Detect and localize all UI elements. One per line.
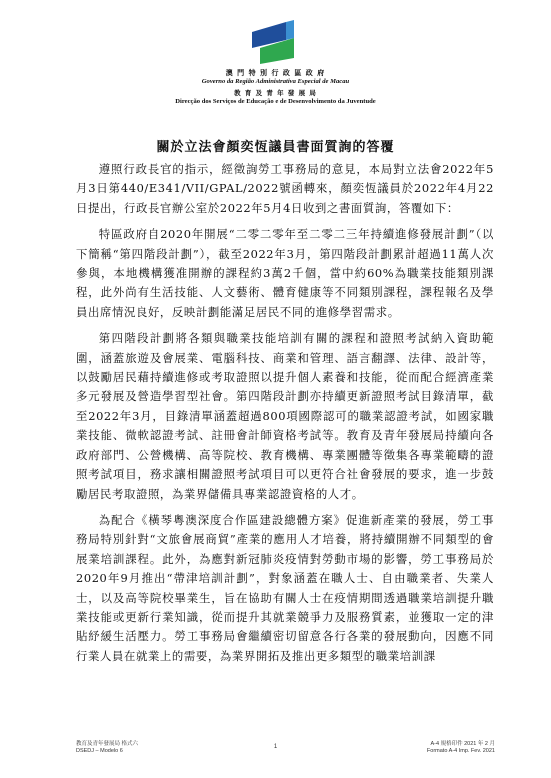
footer-print-format: A-4 規格印件 2021 年 2 月 Formato A-4 Imp. Fev. 2021 <box>426 741 495 754</box>
document-title: 關於立法會顏奕恆議員書面質詢的答覆 <box>156 140 395 155</box>
government-name-pt: Governo da Região Administrativa Especial de Macau <box>201 78 350 85</box>
paragraph: 第四階段計劃將各類與職業技能培訓有關的課程和證照考試納入資助範圍，涵蓋旅遊及會展業、電腦科技、商業和管理、語言翻譯、法律、設計等，以鼓勵居民藉持續進修或考取證照以提升個人素養和技能，從而配合經濟產業多元發展及營造學習型社會。第四階段計劃亦持續更新證照考試目錄清單，截至2022年3月，目錄清單涵蓋超過800項國際認可的職業認證考試，如國家職業技能、微軟認證考試、註冊會計師資格考試等。教育及青年發展局持續向各政府部門、公營機構、高等院校、教育機構、專業團體等徵集各專業範疇的證照考試項目，務求讓相關證照考試項目可以更符合社會發展的要求，進一步鼓勵居民考取證照，為業界儲備具專業認證資格的人才。 <box>76 331 494 501</box>
paragraph: 特區政府自2020年開展“二零二零年至二零二三年持續進修發展計劃”（以下簡稱“第四階段計劃”），截至2022年3月，第四階段計劃累計超過11萬人次參與，本地機構獲准開辦的課程約3萬2千個，當中約60%為職業技能類別課程，此外尚有生活技能、人文藝術、體育健康等不同類別課程，課程報名及學員出席情況良好，反映計劃能滿足居民不同的進修學習需求。 <box>76 227 494 319</box>
footer-form-code: 教育及青年發展局 格式六 DSEDJ – Modelo 6 <box>76 741 139 754</box>
government-name-zh: 澳 門 特 別 行 政 區 政 府 <box>225 68 326 77</box>
paragraph: 為配合《橫琴粵澳深度合作區建設總體方案》促進新產業的發展，勞工事務局特別針對“文旅會展商貿”產業的應用人才培養，將持續開辦不同類型的會展業培訓課程。此外，為應對新冠肺炎疫情對勞動市場的影響，勞工事務局於2020年9月推出“帶津培訓計劃”，對象涵蓋在職人士、自由職業者、失業人士，以及高等院校畢業生，旨在協助有關人士在疫情期間透過職業培訓提升職業技能或更新行業知識，從而提升其就業競爭力及服務質素，並獲取一定的津貼紓緩生活壓力。勞工事務局會繼續密切留意各行各業的發展動向，因應不同行業人員在就業上的需要，為業界開拓及推出更多類型的職業培訓課 <box>76 512 494 663</box>
paragraph: 遵照行政長官的指示，經徵詢勞工事務局的意見，本局對立法會2022年5月3日第440/E341/VII/GPAL/2022號函轉來，顏奕恆議員於2022年4月22日提出，行政長官辦公室於2022年5月4日收到之書面質詢，答覆如下： <box>76 162 494 215</box>
document-body <box>76 160 494 673</box>
page-number: 1 <box>273 744 278 750</box>
bureau-name-pt: Direcção dos Serviços de Educação e de Desenvolvimento da Juventude <box>175 98 376 105</box>
bureau-name-zh: 教 育 及 青 年 發 展 局 <box>234 89 317 97</box>
dsedj-logo <box>246 18 300 66</box>
